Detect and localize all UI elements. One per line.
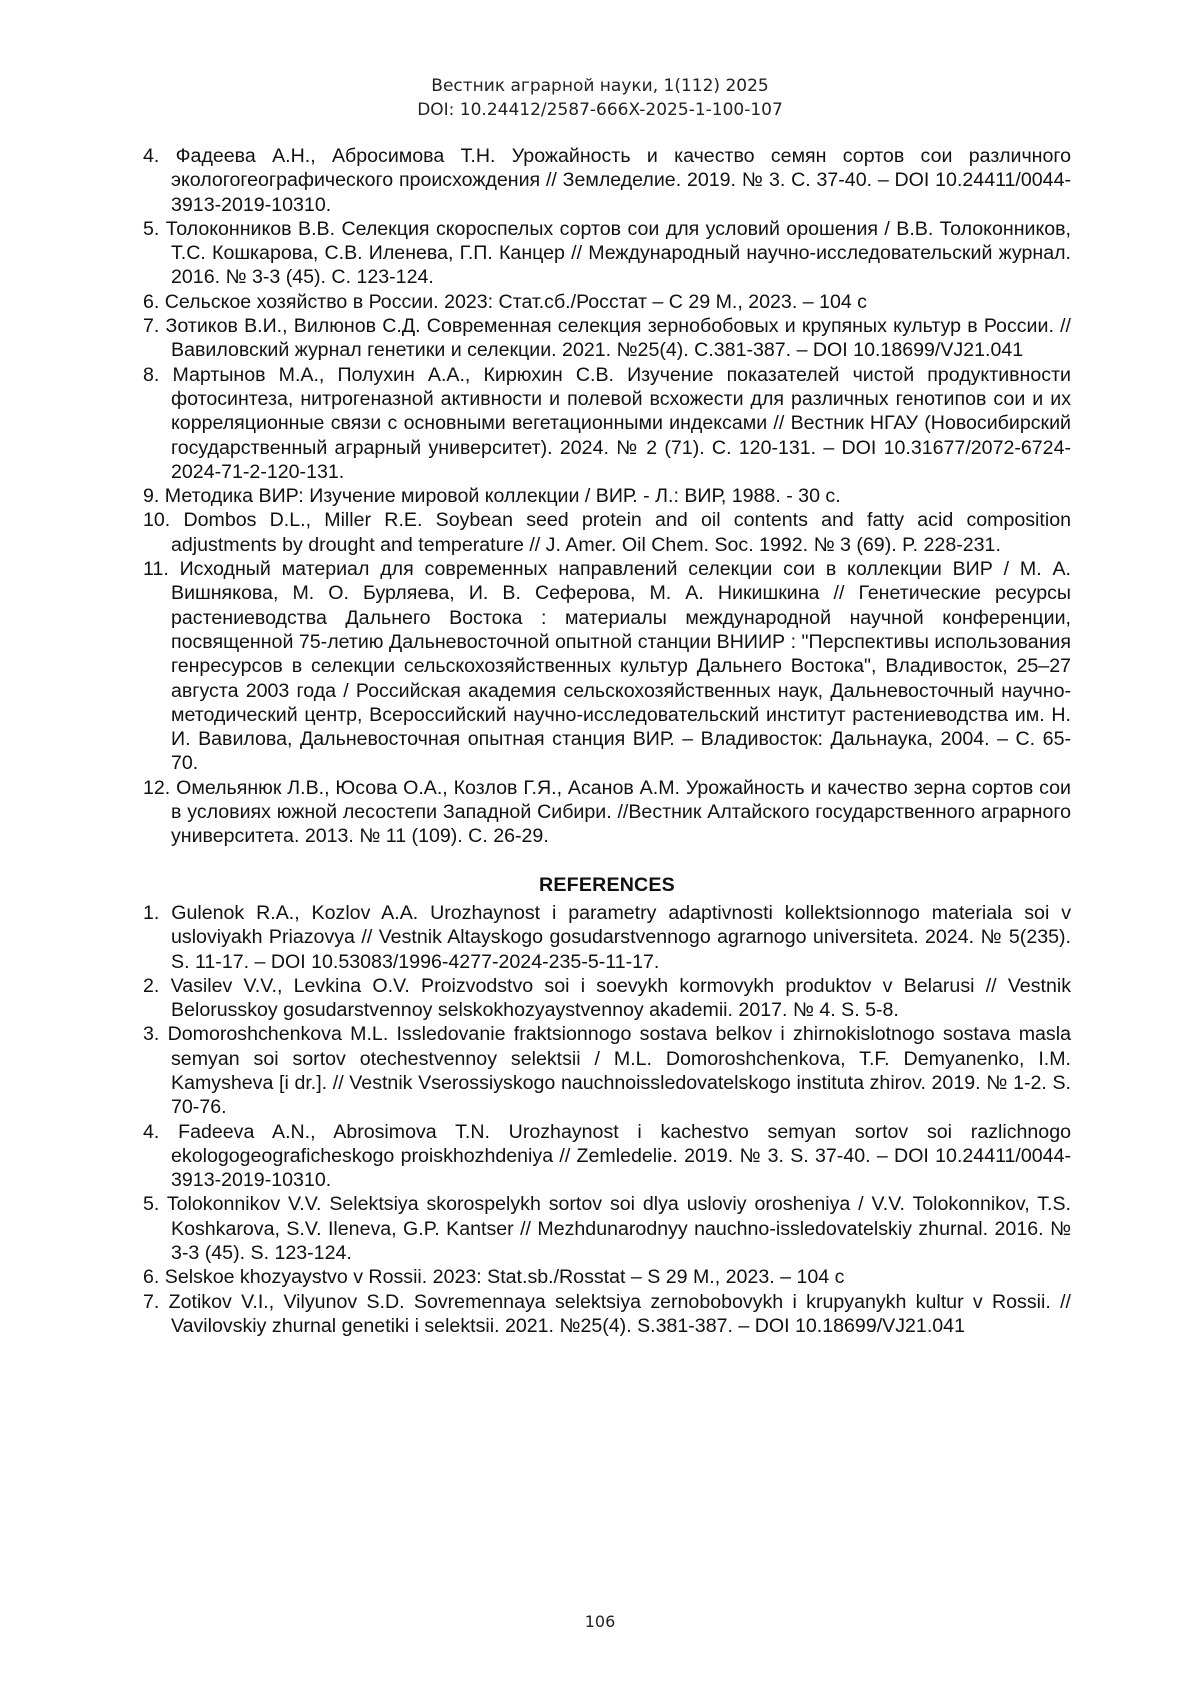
references-heading: REFERENCES (539, 873, 675, 896)
reference-item: 4. Fadeeva A.N., Abrosimova T.N. Urozhaynost i kachestvo semyan sortov soi razlichnogo ekologogeograficheskogo proiskhozhdeniya // Zemledelie. 2019. № 3. S. 37-40. – DOI 10.24411/0044-3913-2019-10310. (143, 1120, 1071, 1192)
reference-item: 6. Selskoe khozyaystvo v Rossii. 2023: Stat.sb./Rosstat – S 29 M., 2023. – 104 c (143, 1266, 845, 1289)
journal-title: Вестник аграрной науки, 1(112) 2025 (431, 76, 769, 96)
reference-item: 4. Фадеева А.Н., Абросимова Т.Н. Урожайность и качество семян сортов сои различного экологогеографического происхождения // Земледелие. 2019. № 3. С. 37-40. – DOI 10.24411/0044-3913-2019-10310. (143, 145, 1071, 216)
reference-item: 12. Омельянюк Л.В., Юсова О.А., Козлов Г.Я., Асанов А.М. Урожайность и качество зерна сортов сои в условиях южной лесостепи Западной Сибири. //Вестник Алтайского государственного аграрного университета. 2013. № 11 (109). С. 26-29. (143, 776, 1071, 848)
running-header (0, 74, 1200, 122)
page-number: 106 (584, 1612, 616, 1631)
reference-item: 9. Методика ВИР: Изучение мировой коллекции / ВИР. - Л.: ВИР, 1988. - 30 с. (143, 485, 841, 508)
reference-item: 8. Мартынов М.А., Полухин А.А., Кирюхин С.В. Изучение показателей чистой продуктивности фотосинтеза, нитрогеназной активности и полевой всхожести для различных генотипов сои и их корреляционные связи с основными вегетационными индексами // Вестник НГАУ (Новосибирский государственный аграрный университет). 2024. № 2 (71). С. 120-131. – DOI 10.31677/2072-6724-2024-71-2-120-131. (143, 363, 1071, 483)
reference-list-ru (143, 144, 1071, 849)
reference-item: 2. Vasilev V.V., Levkina O.V. Proizvodstvo soi i soevykh kormovykh produktov v Belarusi // Vestnik Belorusskoy gosudarstvennoy selskokhozyaystvennoy akademii. 2017. № 4. S. 5-8. (143, 974, 1071, 1022)
reference-list-en (143, 901, 1071, 1338)
reference-item: 5. Tolokonnikov V.V. Selektsiya skorospelykh sortov soi dlya usloviy orosheniya / V.V. Tolokonnikov, T.S. Koshkarova, S.V. Ileneva, G.P. Kantser // Mezhdunarodnyy nauchno-issledovatelskiy zhurnal. 2016. № 3-3 (45). S. 123-124. (143, 1193, 1071, 1265)
reference-item: 3. Domoroshchenkova M.L. Issledovanie fraktsionnogo sostava belkov i zhirnokislotnogo sostava masla semyan soi sortov otechestvennoy selektsii / M.L. Domoroshchenkova, T.F. Demyanenko, I.M. Kamysheva [i dr.]. // Vestnik Vserossiyskogo nauchnoissledovatelskogo instituta zhirov. 2019. № 1-2. S. 70-76. (143, 1023, 1071, 1119)
reference-item: 7. Зотиков В.И., Вилюнов С.Д. Современная селекция зернобобовых и крупяных культур в России. // Вавиловский журнал генетики и селекции. 2021. №25(4). С.381-387. – DOI 10.18699/VJ21.041 (143, 315, 1071, 362)
journal-doi: DOI: 10.24412/2587-666X-2025-1-100-107 (417, 100, 783, 120)
reference-item: 10. Dombos D.L., Miller R.E. Soybean seed protein and oil contents and fatty acid composition adjustments by drought and temperature // J. Amer. Oil Chem. Soc. 1992. № 3 (69). P. 228-231. (143, 509, 1071, 556)
reference-item: 1. Gulenok R.A., Kozlov A.A. Urozhaynost i parametry adaptivnosti kollektsionnogo materiala soi v usloviyakh Priazovya // Vestnik Altayskogo gosudarstvennogo agrarnogo universiteta. 2024. № 5(235). S. 11-17. – DOI 10.53083/1996-4277-2024-235-5-11-17. (143, 901, 1071, 973)
references-body (143, 144, 1071, 1338)
reference-item: 5. Толоконников В.В. Селекция скороспелых сортов сои для условий орошения / В.В. Толоконников, Т.С. Кошкарова, С.В. Иленева, Г.П. Канцер // Международный научно-исследовательский журнал. 2016. № 3-3 (45). С. 123-124. (143, 217, 1071, 289)
reference-item: 7. Zotikov V.I., Vilyunov S.D. Sovremennaya selektsiya zernobobovykh i krupyanykh kultur v Rossii. // Vavilovskiy zhurnal genetiki i selektsii. 2021. №25(4). S.381-387. – DOI 10.18699/VJ21.041 (143, 1290, 1071, 1337)
reference-item: 11. Исходный материал для современных направлений селекции сои в коллекции ВИР / М. А. Вишнякова, М. О. Бурляева, И. В. Сеферова, М. А. Никишкина // Генетические ресурсы растениеводства Дальнего Востока : материалы международной научной конференции, посвященной 75-летию Дальневосточной опытной станции ВНИИР : "Перспективы использования генресурсов в селекции сельскохозяйственных культур Дальнего Востока", Владивосток, 25–27 августа 2003 года / Российская академия сельскохозяйственных наук, Дальневосточный научно-методический центр, Всероссийский научно-исследовательский институт растениеводства им. Н. И. Вавилова, Дальневосточная опытная станция ВИР. – Владивосток: Дальнаука, 2004. – С. 65-70. (143, 558, 1071, 775)
reference-item: 6. Сельское хозяйство в России. 2023: Стат.сб./Росстат – С 29 М., 2023. – 104 с (143, 290, 867, 313)
